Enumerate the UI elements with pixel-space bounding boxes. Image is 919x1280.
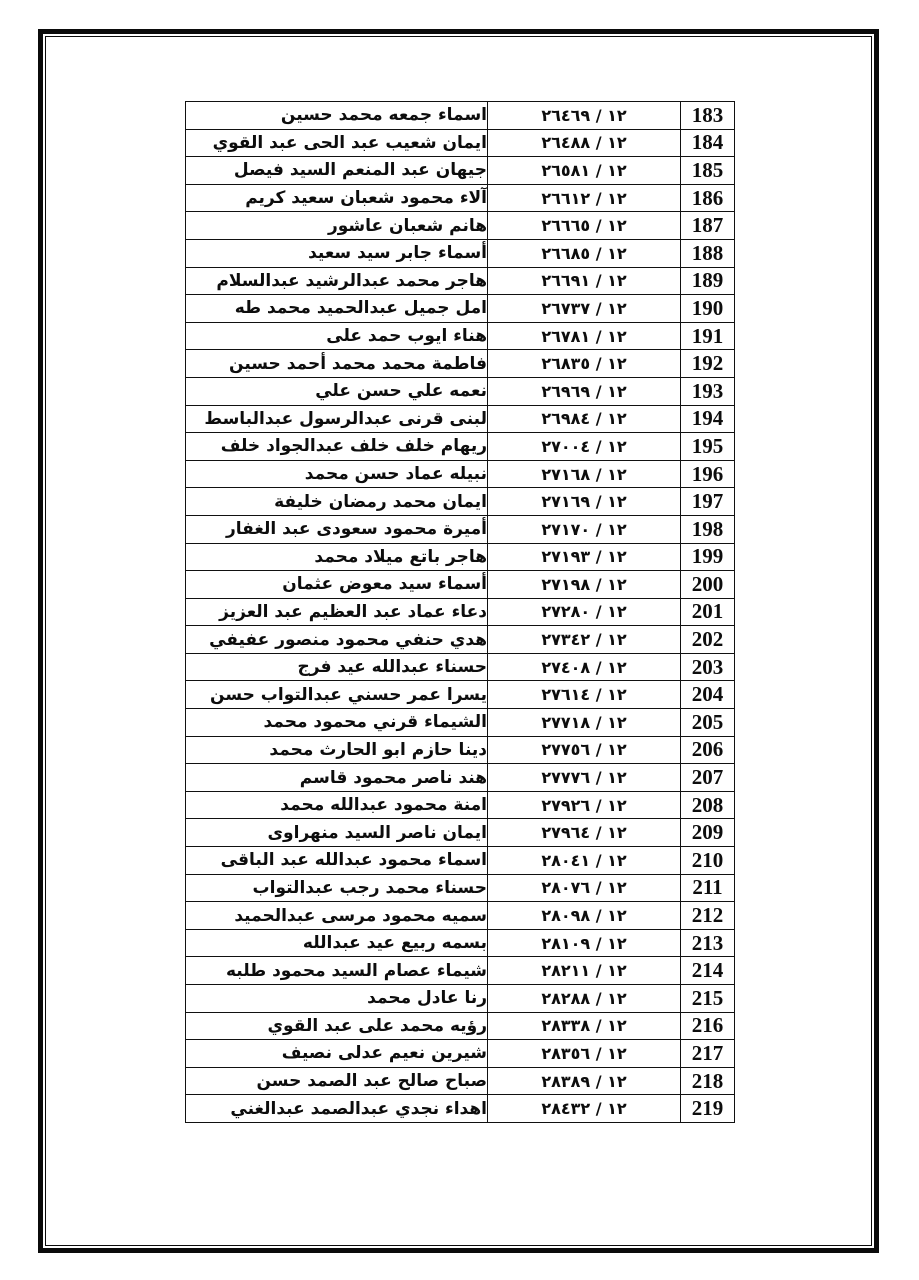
- table-row: [186, 543, 735, 571]
- table-row: [186, 1012, 735, 1040]
- student-name-cell: حسناء عبدالله عيد فرج: [186, 653, 488, 681]
- table-row: [186, 819, 735, 847]
- certificate-number-cell: ١٢ / ٢٧١٦٩: [488, 488, 681, 516]
- certificate-number-cell: ١٢ / ٢٧١٧٠: [488, 515, 681, 543]
- certificate-number-cell: ١٢ / ٢٨٣٣٨: [488, 1012, 681, 1040]
- row-number-cell: 200: [681, 571, 735, 599]
- student-name-cell: امنة محمود عبدالله محمد: [186, 791, 488, 819]
- table-row: [186, 626, 735, 654]
- student-name-cell: ايمان محمد رمضان خليفة: [186, 488, 488, 516]
- student-name-cell: دعاء عماد عبد العظيم عبد العزيز: [186, 598, 488, 626]
- table-row: [186, 295, 735, 323]
- certificate-number-cell: ١٢ / ٢٧٤٠٨: [488, 653, 681, 681]
- certificate-number-cell: ١٢ / ٢٨٠٩٨: [488, 902, 681, 930]
- student-name-cell: ايمان شعيب عبد الحى عبد القوي: [186, 129, 488, 157]
- certificate-number-cell: ١٢ / ٢٦٥٨١: [488, 157, 681, 185]
- student-name-cell: جيهان عبد المنعم السيد فيصل: [186, 157, 488, 185]
- table-row: [186, 129, 735, 157]
- table-row: [186, 929, 735, 957]
- certificate-number-cell: ١٢ / ٢٦٧٣٧: [488, 295, 681, 323]
- certificate-number-cell: ١٢ / ٢٦٨٣٥: [488, 350, 681, 378]
- table-row: [186, 653, 735, 681]
- table-row: [186, 350, 735, 378]
- student-name-cell: رنا عادل محمد: [186, 985, 488, 1013]
- student-name-cell: سميه محمود مرسى عبدالحميد: [186, 902, 488, 930]
- row-number-cell: 218: [681, 1067, 735, 1095]
- certificate-number-cell: ١٢ / ٢٧٢٨٠: [488, 598, 681, 626]
- row-number-cell: 205: [681, 709, 735, 737]
- table-row: [186, 709, 735, 737]
- student-name-cell: رؤيه محمد على عبد القوي: [186, 1012, 488, 1040]
- student-name-cell: بسمه ربيع عيد عبدالله: [186, 929, 488, 957]
- certificate-number-cell: ١٢ / ٢٧١٩٨: [488, 571, 681, 599]
- student-name-cell: أسماء سيد معوض عثمان: [186, 571, 488, 599]
- table-row: [186, 571, 735, 599]
- table-row: [186, 1095, 735, 1123]
- row-number-cell: 193: [681, 377, 735, 405]
- table-row: [186, 985, 735, 1013]
- student-name-cell: هاجر محمد عبدالرشيد عبدالسلام: [186, 267, 488, 295]
- table-row: [186, 681, 735, 709]
- student-name-cell: لبنى قرنى عبدالرسول عبدالباسط: [186, 405, 488, 433]
- student-name-cell: هانم شعبان عاشور: [186, 212, 488, 240]
- table-row: [186, 847, 735, 875]
- table-row: [186, 102, 735, 130]
- table-row: [186, 957, 735, 985]
- student-name-cell: هناء ايوب حمد على: [186, 322, 488, 350]
- certificate-number-cell: ١٢ / ٢٦٤٦٩: [488, 102, 681, 130]
- certificate-number-cell: ١٢ / ٢٨٠٧٦: [488, 874, 681, 902]
- table-row: [186, 902, 735, 930]
- table-row: [186, 239, 735, 267]
- table-row: [186, 267, 735, 295]
- row-number-cell: 189: [681, 267, 735, 295]
- table-row: [186, 405, 735, 433]
- certificate-number-cell: ١٢ / ٢٧٩٢٦: [488, 791, 681, 819]
- certificate-number-cell: ١٢ / ٢٧١٦٨: [488, 460, 681, 488]
- certificate-number-cell: ١٢ / ٢٨٣٨٩: [488, 1067, 681, 1095]
- row-number-cell: 211: [681, 874, 735, 902]
- row-number-cell: 191: [681, 322, 735, 350]
- certificate-number-cell: ١٢ / ٢٨٢٨٨: [488, 985, 681, 1013]
- row-number-cell: 197: [681, 488, 735, 516]
- student-name-cell: ريهام خلف خلف عبدالجواد خلف: [186, 433, 488, 461]
- row-number-cell: 216: [681, 1012, 735, 1040]
- row-number-cell: 199: [681, 543, 735, 571]
- row-number-cell: 196: [681, 460, 735, 488]
- certificate-number-cell: ١٢ / ٢٦٦٦٥: [488, 212, 681, 240]
- row-number-cell: 204: [681, 681, 735, 709]
- student-name-cell: فاطمة محمد محمد أحمد حسين: [186, 350, 488, 378]
- row-number-cell: 192: [681, 350, 735, 378]
- row-number-cell: 219: [681, 1095, 735, 1123]
- student-name-cell: شيرين نعيم عدلى نصيف: [186, 1040, 488, 1068]
- certificate-number-cell: ١٢ / ٢٨٤٣٢: [488, 1095, 681, 1123]
- certificate-number-cell: ١٢ / ٢٧٣٤٢: [488, 626, 681, 654]
- student-name-cell: هاجر باتع ميلاد محمد: [186, 543, 488, 571]
- table-row: [186, 764, 735, 792]
- names-roster-table: [185, 101, 735, 1123]
- table-row: [186, 212, 735, 240]
- row-number-cell: 213: [681, 929, 735, 957]
- table-row: [186, 157, 735, 185]
- student-name-cell: نعمه علي حسن علي: [186, 377, 488, 405]
- student-name-cell: اسماء جمعه محمد حسين: [186, 102, 488, 130]
- certificate-number-cell: ١٢ / ٢٧٦١٤: [488, 681, 681, 709]
- row-number-cell: 209: [681, 819, 735, 847]
- row-number-cell: 202: [681, 626, 735, 654]
- student-name-cell: هدي حنفي محمود منصور عفيفي: [186, 626, 488, 654]
- certificate-number-cell: ١٢ / ٢٧٧١٨: [488, 709, 681, 737]
- row-number-cell: 201: [681, 598, 735, 626]
- student-name-cell: اهداء نجدي عبدالصمد عبدالغني: [186, 1095, 488, 1123]
- student-name-cell: نبيله عماد حسن محمد: [186, 460, 488, 488]
- student-name-cell: دينا حازم ابو الحارث محمد: [186, 736, 488, 764]
- student-name-cell: أميرة محمود سعودى عبد الغفار: [186, 515, 488, 543]
- certificate-number-cell: ١٢ / ٢٦٧٨١: [488, 322, 681, 350]
- certificate-number-cell: ١٢ / ٢٦٦١٢: [488, 184, 681, 212]
- table-row: [186, 433, 735, 461]
- row-number-cell: 186: [681, 184, 735, 212]
- row-number-cell: 206: [681, 736, 735, 764]
- certificate-number-cell: ١٢ / ٢٦٦٨٥: [488, 239, 681, 267]
- row-number-cell: 183: [681, 102, 735, 130]
- table-row: [186, 377, 735, 405]
- row-number-cell: 195: [681, 433, 735, 461]
- table-row: [186, 322, 735, 350]
- row-number-cell: 203: [681, 653, 735, 681]
- row-number-cell: 210: [681, 847, 735, 875]
- table-row: [186, 488, 735, 516]
- row-number-cell: 187: [681, 212, 735, 240]
- student-name-cell: صباح صالح عبد الصمد حسن: [186, 1067, 488, 1095]
- student-name-cell: اسماء محمود عبدالله عبد الباقى: [186, 847, 488, 875]
- table-row: [186, 791, 735, 819]
- certificate-number-cell: ١٢ / ٢٦٤٨٨: [488, 129, 681, 157]
- row-number-cell: 207: [681, 764, 735, 792]
- student-name-cell: شيماء عصام السيد محمود طلبه: [186, 957, 488, 985]
- table-row: [186, 874, 735, 902]
- table-row: [186, 460, 735, 488]
- row-number-cell: 212: [681, 902, 735, 930]
- certificate-number-cell: ١٢ / ٢٨٠٤١: [488, 847, 681, 875]
- certificate-number-cell: ١٢ / ٢٦٦٩١: [488, 267, 681, 295]
- row-number-cell: 217: [681, 1040, 735, 1068]
- student-name-cell: امل جميل عبدالحميد محمد طه: [186, 295, 488, 323]
- certificate-number-cell: ١٢ / ٢٧١٩٣: [488, 543, 681, 571]
- certificate-number-cell: ١٢ / ٢٧٧٥٦: [488, 736, 681, 764]
- row-number-cell: 194: [681, 405, 735, 433]
- student-name-cell: حسناء محمد رجب عبدالتواب: [186, 874, 488, 902]
- table-row: [186, 515, 735, 543]
- certificate-number-cell: ١٢ / ٢٨٢١١: [488, 957, 681, 985]
- row-number-cell: 198: [681, 515, 735, 543]
- row-number-cell: 185: [681, 157, 735, 185]
- certificate-number-cell: ١٢ / ٢٦٩٦٩: [488, 377, 681, 405]
- student-name-cell: آلاء محمود شعبان سعيد كريم: [186, 184, 488, 212]
- certificate-number-cell: ١٢ / ٢٧٠٠٤: [488, 433, 681, 461]
- row-number-cell: 188: [681, 239, 735, 267]
- roster-body: [186, 102, 735, 1123]
- certificate-number-cell: ١٢ / ٢٨١٠٩: [488, 929, 681, 957]
- row-number-cell: 208: [681, 791, 735, 819]
- student-name-cell: الشيماء قرني محمود محمد: [186, 709, 488, 737]
- certificate-number-cell: ١٢ / ٢٧٩٦٤: [488, 819, 681, 847]
- certificate-number-cell: ١٢ / ٢٨٣٥٦: [488, 1040, 681, 1068]
- student-name-cell: ايمان ناصر السيد منهراوى: [186, 819, 488, 847]
- student-name-cell: هند ناصر محمود قاسم: [186, 764, 488, 792]
- table-row: [186, 1040, 735, 1068]
- certificate-number-cell: ١٢ / ٢٧٧٧٦: [488, 764, 681, 792]
- row-number-cell: 215: [681, 985, 735, 1013]
- student-name-cell: يسرا عمر حسني عبدالتواب حسن: [186, 681, 488, 709]
- table-row: [186, 736, 735, 764]
- row-number-cell: 214: [681, 957, 735, 985]
- table-row: [186, 1067, 735, 1095]
- certificate-number-cell: ١٢ / ٢٦٩٨٤: [488, 405, 681, 433]
- table-row: [186, 184, 735, 212]
- student-name-cell: أسماء جابر سيد سعيد: [186, 239, 488, 267]
- row-number-cell: 190: [681, 295, 735, 323]
- row-number-cell: 184: [681, 129, 735, 157]
- table-row: [186, 598, 735, 626]
